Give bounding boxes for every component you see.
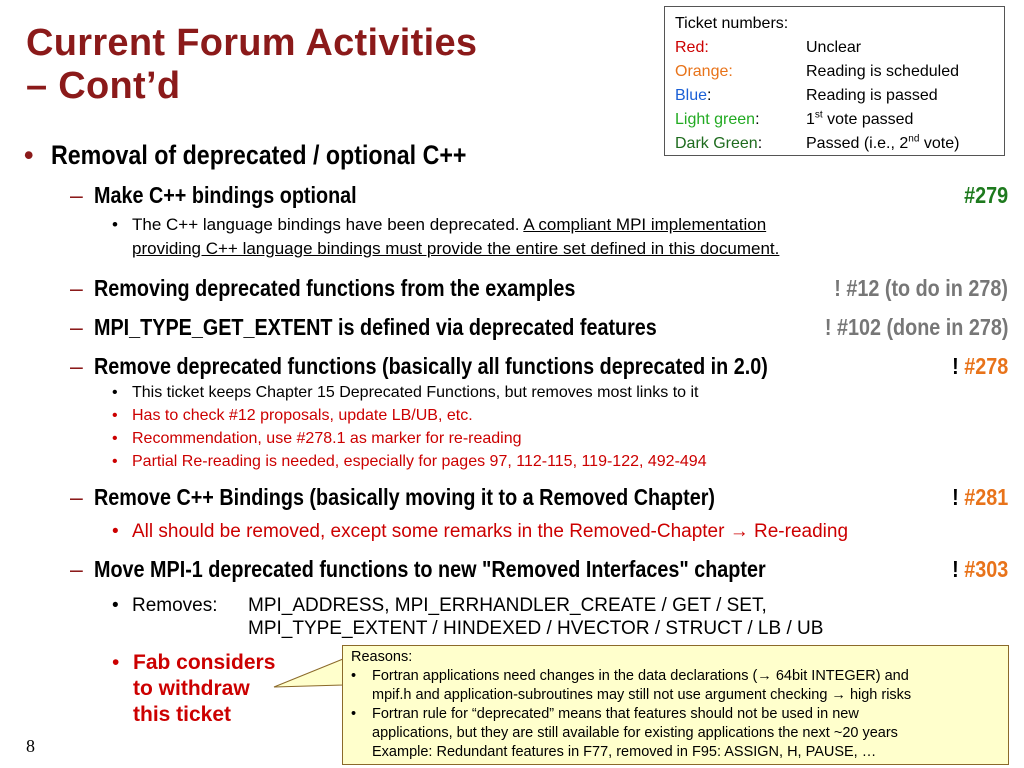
- legend-key: Light green: [675, 111, 756, 128]
- arrow-right-icon: →: [729, 521, 749, 542]
- legend-value: Unclear: [806, 39, 862, 56]
- callout-pointer-shape: [270, 655, 350, 700]
- ticket-tag-prefix: !: [951, 484, 964, 510]
- legend-value-pre: Passed (i.e., 2: [806, 135, 909, 152]
- callout-heading: Reasons:: [351, 649, 413, 665]
- slide-title: [26, 22, 646, 108]
- item-remove-deprecated: [70, 352, 1008, 380]
- ticket-legend: [664, 6, 1005, 156]
- callout-bullet-2-line-1: [351, 705, 1004, 724]
- fab-note-text: [133, 650, 275, 728]
- legend-row-blue: [675, 84, 1004, 108]
- callout-bullet-1-line-2: mpif.h and application-subroutines may still not use argument checking → high risks: [372, 687, 912, 703]
- sub-text-underlined: A compliant MPI implementation: [523, 215, 767, 234]
- callout-bullet-1-line-1: [351, 667, 1004, 686]
- sub-text: Has to check #12 proposals, update LB/UB, etc.: [132, 407, 473, 424]
- legend-value-post: vote passed: [822, 111, 914, 128]
- item-text: Removing deprecated functions from the examples: [94, 275, 576, 301]
- bullet-dot: •: [24, 140, 34, 170]
- sub-bullet-dot: •: [112, 384, 118, 401]
- sub-bullet-dot: •: [112, 215, 118, 234]
- legend-key: Dark Green: [675, 135, 758, 152]
- dash: –: [70, 182, 83, 208]
- callout-bullet-dot: •: [351, 668, 357, 684]
- item-make-optional: [70, 181, 1008, 209]
- fab-line-2: to withdraw: [133, 677, 250, 700]
- callout-text: Fortran applications need changes in the data declarations (→ 64bit INTEGER) and: [372, 668, 909, 684]
- legend-key: Red:: [675, 39, 709, 56]
- main-bullet-text: Removal of deprecated / optional C++: [50, 140, 467, 170]
- ticket-number: #281: [963, 484, 1008, 510]
- item-remove-examples: [70, 274, 1008, 302]
- ticket-tag: [952, 352, 1008, 380]
- legend-key-wrap: [675, 108, 806, 132]
- sub-bullet-dot: •: [112, 521, 119, 542]
- item-move-mpi1: [70, 555, 1008, 583]
- removes-line-1: MPI_ADDRESS, MPI_ERRHANDLER_CREATE / GET / SET,: [248, 595, 767, 616]
- sub-text-underlined: providing C++ language bindings must provide the entire set defined in this document.: [132, 239, 780, 258]
- sub-bullet-dot: •: [112, 430, 118, 447]
- legend-value: Reading is scheduled: [806, 63, 959, 80]
- dash: –: [70, 314, 83, 340]
- legend-key-wrap: [675, 132, 806, 156]
- reasons-callout: [342, 645, 1009, 765]
- callout-bullet-dot: •: [351, 706, 357, 722]
- sub-bullet-dot: •: [112, 595, 119, 616]
- item-text: Remove C++ Bindings (basically moving it to a Removed Chapter): [94, 484, 716, 510]
- legend-key: Blue: [675, 87, 708, 104]
- ticket-number: #303: [963, 556, 1008, 582]
- sub-bullet-dot: •: [112, 407, 118, 424]
- sub-text: Recommendation, use #278.1 as marker for re-reading: [132, 430, 522, 447]
- legend-heading: Ticket numbers:: [675, 15, 789, 32]
- callout-text: Fortran rule for “deprecated” means that features should not be used in new: [372, 706, 859, 722]
- item-remove-cpp: [70, 483, 1008, 511]
- ticket-tag: ! #12 (to do in 278): [834, 275, 1008, 301]
- main-bullet: [24, 138, 534, 172]
- legend-row-light-green: [675, 108, 1004, 132]
- legend-row-orange: [675, 60, 1004, 84]
- ticket-tag-prefix: !: [951, 556, 964, 582]
- sub-bullet-dot: •: [112, 453, 118, 470]
- page-number: 8: [26, 736, 35, 756]
- dash: –: [70, 556, 83, 582]
- item-text: Remove deprecated functions (basically all functions deprecated in 2.0): [94, 353, 768, 379]
- legend-key: Orange:: [675, 63, 733, 80]
- removes-label: Removes:: [132, 595, 218, 616]
- legend-value-sup: st: [814, 109, 823, 121]
- sub-text-pre: All should be removed, except some remarks in the Removed-Chapter: [132, 521, 730, 542]
- legend-value: [806, 132, 959, 156]
- sub-text: Partial Re-reading is needed, especially for pages 97, 112-115, 119-122, 492-494: [132, 453, 707, 470]
- slide-title-line-2: – Cont’d: [26, 65, 181, 107]
- sub-text-plain: The C++ language bindings have been deprecated.: [132, 215, 524, 234]
- fab-line-1: Fab considers: [133, 651, 276, 674]
- legend-value-post: vote): [919, 135, 960, 152]
- item-type-get-extent: [70, 313, 1008, 341]
- ticket-tag: [952, 483, 1008, 511]
- sub-text: This ticket keeps Chapter 15 Deprecated Functions, but removes most links to it: [132, 384, 699, 401]
- dash: –: [70, 484, 83, 510]
- callout-bullet-2-line-3: Example: Redundant features in F77, removed in F95: ASSIGN, H, PAUSE, …: [372, 744, 877, 760]
- ticket-tag: [952, 555, 1008, 583]
- sub-text-post: Re-reading: [748, 521, 849, 542]
- legend-row-dark-green: [675, 132, 1004, 156]
- removes-line-2: MPI_TYPE_EXTENT / HINDEXED / HVECTOR / STRUCT / LB / UB: [248, 618, 824, 639]
- ticket-number: #278: [963, 353, 1008, 379]
- legend-value-sup: nd: [908, 133, 920, 145]
- legend-value: [806, 108, 913, 132]
- sub-bullet-dot: •: [112, 651, 120, 674]
- legend-key-suffix: :: [707, 87, 712, 104]
- item-text: MPI_TYPE_GET_EXTENT is defined via deprecated features: [94, 314, 657, 340]
- ticket-tag-prefix: !: [951, 353, 964, 379]
- sub-text: [132, 521, 848, 543]
- legend-row-red: [675, 36, 1004, 60]
- legend-key-suffix: :: [755, 111, 760, 128]
- fab-line-3: this ticket: [133, 703, 232, 726]
- ticket-tag: #279: [963, 182, 1008, 208]
- legend-value-pre: 1: [806, 111, 815, 128]
- legend-key-suffix: :: [757, 135, 763, 152]
- dash: –: [70, 353, 83, 379]
- legend-key-wrap: [675, 84, 806, 108]
- callout-bullet-2-line-2: applications, but they are still available for existing applications the next ~20 years: [372, 725, 898, 741]
- dash: –: [70, 275, 83, 301]
- item-text: Move MPI-1 deprecated functions to new "Removed Interfaces" chapter: [94, 556, 766, 582]
- slide-title-line-1: Current Forum Activities: [26, 22, 478, 64]
- legend-value: Reading is passed: [806, 87, 938, 104]
- sub-text: [132, 214, 766, 236]
- item-text: Make C++ bindings optional: [94, 182, 357, 208]
- ticket-tag: ! #102 (done in 278): [824, 314, 1008, 340]
